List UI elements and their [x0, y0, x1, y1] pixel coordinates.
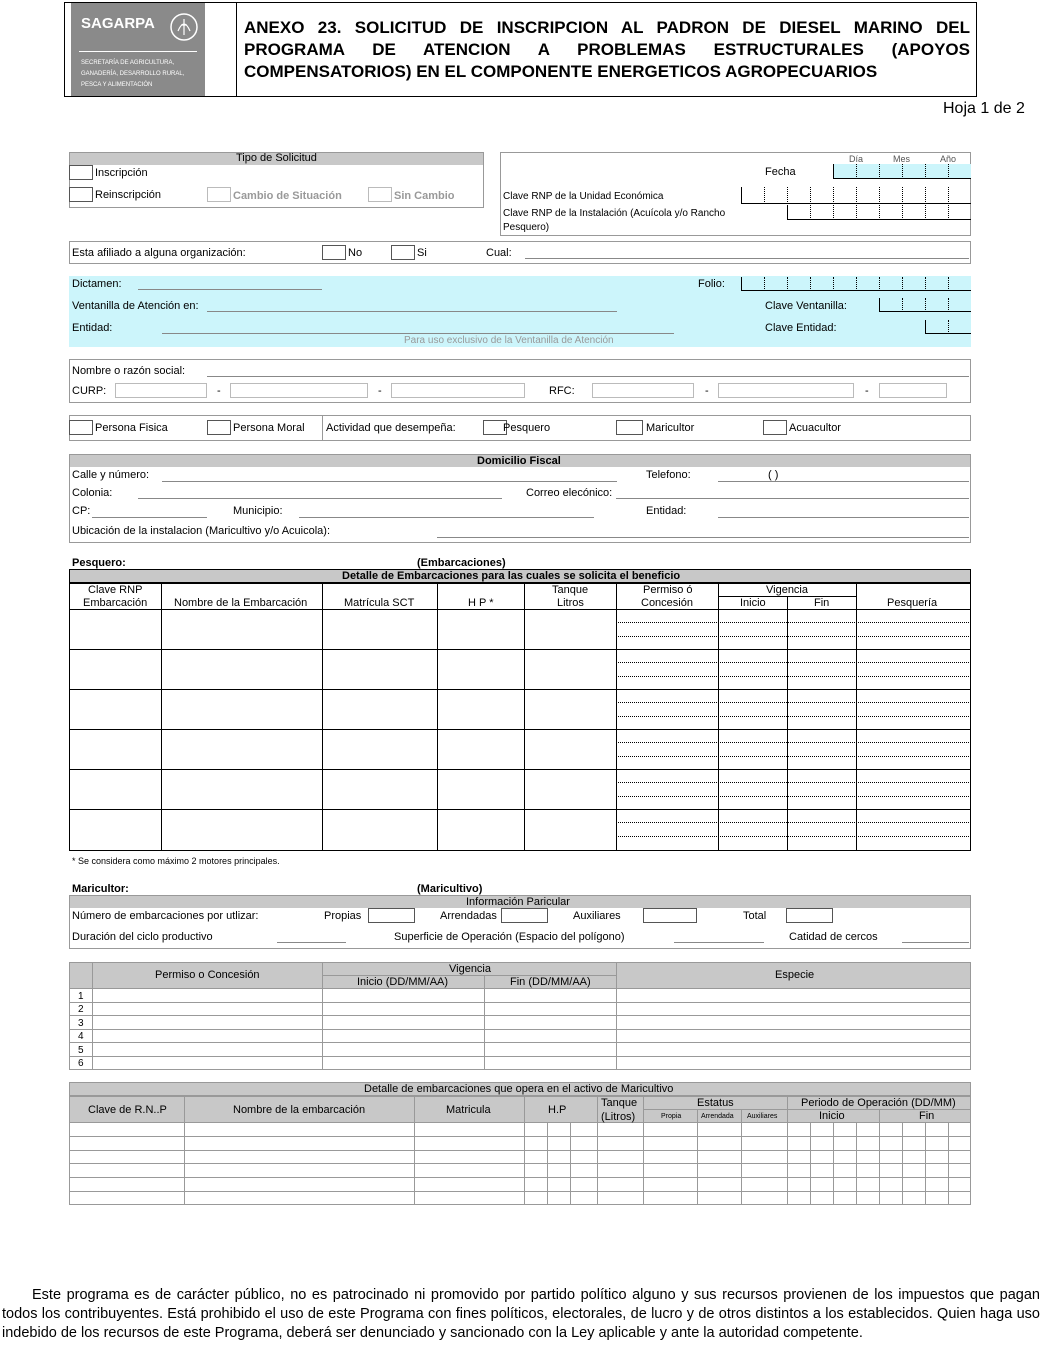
- afiliacion-no-checkbox[interactable]: [322, 245, 346, 260]
- rnp-tick: [948, 187, 949, 204]
- permisos-col-fin: Fin (DD/MM/AA): [510, 976, 591, 988]
- document-header: [64, 2, 977, 97]
- maricultivo-col-clave: Clave de R.N..P: [88, 1104, 167, 1116]
- col-rule: [787, 596, 788, 851]
- logo-divider: [79, 51, 197, 52]
- telefono-label: Telefono:: [646, 469, 691, 481]
- entidad-tick: [948, 320, 949, 334]
- afiliacion-question: Esta afiliado a alguna organización:: [72, 247, 246, 259]
- rnp-tick: [879, 187, 880, 204]
- ventanilla-atencion-input[interactable]: [207, 311, 617, 312]
- folio-tick: [856, 277, 857, 291]
- folio-tick: [833, 277, 834, 291]
- permisos-row-number: 6: [78, 1058, 84, 1069]
- permisos-row-rule: [69, 1015, 971, 1016]
- permisos-col-permiso: Permiso o Concesión: [155, 969, 260, 981]
- embarcaciones-title: Detalle de Embarcaciones para las cuales se solicita el beneficio: [342, 570, 681, 582]
- eagle-seal-icon: [169, 9, 199, 45]
- maricultivo-col-tanque-2: (Litros): [601, 1111, 636, 1123]
- col-fin: Fin: [814, 597, 830, 609]
- fecha-tick: [925, 164, 926, 179]
- col-pesqueria: Pesquería: [887, 597, 938, 609]
- rfc-input-3[interactable]: [879, 383, 947, 398]
- maricultivo-col-auxiliares: Auxiliares: [747, 1113, 778, 1120]
- cual-input[interactable]: [525, 258, 969, 259]
- maricultivo-row-rule: [69, 1177, 971, 1178]
- duracion-label: Duración del ciclo productivo: [72, 931, 213, 943]
- permisos-row-rule: [69, 1042, 971, 1043]
- auxiliares-label: Auxiliares: [573, 910, 621, 922]
- col-rule: [718, 583, 719, 851]
- col-nombre-embarcacion: Nombre de la Embarcación: [174, 597, 308, 609]
- col-rule: [161, 583, 162, 851]
- rnp-tick: [810, 187, 811, 204]
- fecha-tick: [879, 164, 880, 179]
- num-embarcaciones-label: Número de embarcaciones por utlizar:: [72, 910, 259, 922]
- sub-row-rule: [616, 796, 971, 797]
- correo-label: Correo elecónico:: [526, 487, 613, 499]
- total-input[interactable]: [786, 908, 833, 923]
- curp-input-1[interactable]: [115, 383, 207, 398]
- sin-cambio-label: Sin Cambio: [394, 190, 455, 202]
- clave-ventanilla-label: Clave Ventanilla:: [765, 300, 847, 312]
- page-indicator: Hoja 1 de 2: [943, 100, 1025, 117]
- ventanilla-tick: [948, 298, 949, 312]
- permisos-row-number: 5: [78, 1045, 84, 1056]
- col-permiso-2: Concesión: [641, 597, 693, 609]
- permisos-row-rule: [69, 1056, 971, 1057]
- hp-footnote: * Se considera como máximo 2 motores principales.: [72, 856, 280, 866]
- curp-dash-2: -: [378, 385, 382, 397]
- cual-label: Cual:: [486, 247, 512, 259]
- folio-tick: [925, 277, 926, 291]
- curp-dash-1: -: [217, 385, 221, 397]
- permisos-col-inicio: Inicio (DD/MM/AA): [357, 976, 449, 988]
- maricultivo-col-propia: Propia: [661, 1113, 682, 1120]
- acuacultor-label: Acuacultor: [789, 422, 841, 434]
- calle-label: Calle y número:: [72, 469, 150, 481]
- municipio-label: Municipio:: [233, 505, 283, 517]
- maricultivo-col-arrendada: Arrendada: [701, 1113, 734, 1120]
- instalacion-tick: [948, 205, 949, 220]
- ventanilla-tick: [925, 298, 926, 312]
- cambio-situacion-label: Cambio de Situación: [233, 190, 342, 202]
- acuacultor-checkbox[interactable]: [763, 420, 787, 435]
- rnp-tick: [833, 187, 834, 204]
- pesquero-label: Pesquero: [503, 422, 551, 434]
- ventanilla-tick: [902, 298, 903, 312]
- sub-row-rule: [616, 836, 971, 837]
- col-tanque-2: Litros: [557, 597, 584, 609]
- rnp-tick: [764, 187, 765, 204]
- maricultivo-col-matricula: Matricula: [446, 1104, 491, 1116]
- maricultivo-title: Detalle de embarcaciones que opera en el activo de Maricultivo: [364, 1083, 674, 1095]
- sub-row-rule: [616, 702, 971, 703]
- superficie-label: Superficie de Operación (Espacio del polígono): [394, 931, 625, 943]
- anio-label: Año: [940, 154, 957, 164]
- rfc-dash-2: -: [865, 385, 869, 397]
- nombre-label: Nombre o razón social:: [72, 365, 186, 377]
- entidad-input[interactable]: [718, 517, 969, 518]
- telefono-parens: ( ): [768, 469, 779, 481]
- persona-fisica-checkbox[interactable]: [69, 420, 93, 435]
- sub-row-rule: [616, 782, 971, 783]
- maricultivo-col-fin: Fin: [919, 1110, 935, 1122]
- dictamen-input[interactable]: [138, 289, 322, 290]
- tipo-solicitud-title: Tipo de Solicitud: [236, 152, 317, 164]
- clave-rnp-instalacion-label-2: Pesquero): [503, 222, 550, 233]
- permisos-col-especie: Especie: [775, 969, 815, 981]
- logo-line-1: SECRETARÍA DE AGRICULTURA,: [81, 60, 175, 66]
- afiliacion-no-label: No: [348, 247, 363, 259]
- curp-input-2[interactable]: [230, 383, 368, 398]
- telefono-input[interactable]: [718, 481, 969, 482]
- total-label: Total: [743, 910, 767, 922]
- rfc-input-1[interactable]: [592, 383, 694, 398]
- cambio-situacion-checkbox[interactable]: [207, 187, 231, 202]
- title-line-1: ANEXO 23. SOLICITUD DE INSCRIPCION AL PADRON DE DIESEL MARINO DEL: [244, 18, 970, 37]
- curp-label: CURP:: [72, 385, 107, 397]
- fecha-tick: [902, 164, 903, 179]
- logo-brand: SAGARPA: [81, 15, 155, 32]
- propias-input[interactable]: [368, 908, 415, 923]
- duracion-input[interactable]: [277, 942, 346, 943]
- embarcaciones-table: [69, 583, 971, 851]
- title-line-3: COMPENSATORIOS) EN EL COMPONENTE ENERGETICOS AGROPECUARIOS: [244, 62, 878, 81]
- permisos-row-number: 2: [78, 1004, 84, 1015]
- maricultor-checkbox[interactable]: [616, 420, 643, 435]
- instalacion-tick: [833, 205, 834, 220]
- arrendadas-label: Arrendadas: [440, 910, 497, 922]
- maricultivo-col-tanque-1: Tanque: [601, 1097, 638, 1109]
- maricultivo-col-nombre: Nombre de la embarcación: [233, 1104, 366, 1116]
- persona-moral-label: Persona Moral: [233, 422, 305, 434]
- dictamen-label: Dictamen:: [72, 278, 122, 290]
- rfc-input-2[interactable]: [718, 383, 854, 398]
- instalacion-tick: [902, 205, 903, 220]
- instalacion-tick: [879, 205, 880, 220]
- superficie-input[interactable]: [674, 942, 764, 943]
- fecha-tick: [948, 164, 949, 179]
- rnp-tick: [856, 187, 857, 204]
- cp-label: CP:: [72, 505, 91, 517]
- col-vigencia: Vigencia: [766, 584, 808, 596]
- maricultivo-col-inicio: Inicio: [819, 1110, 845, 1122]
- ubicacion-input[interactable]: [437, 537, 969, 538]
- row-rule: [69, 649, 971, 650]
- col-rule: [437, 583, 438, 851]
- uso-exclusivo-note: Para uso exclusivo de la Ventanilla de Atención: [404, 335, 614, 346]
- legal-disclaimer: Este programa es de carácter público, no es patrocinado ni promovido por partido político alguno y sus recursos provienen de los impuestos que pagan todos los contribuyentes. Está prohibido el uso de este Programa con fines políticos, electorales, de lucro y de otros distintos a los establecidos. Quien haga uso indebido de los recursos de este Programa, deberá ser denunciado y sancionado con la Ley aplicable y ante la autoridad competente.: [2, 1287, 1040, 1341]
- permisos-col-rule: [322, 962, 323, 1070]
- maricultivo-row-rule: [69, 1136, 971, 1137]
- clave-rnp-instalacion-label-1: Clave RNP de la Instalación (Acuícola y/o Rancho: [503, 208, 726, 219]
- pesquero-section-label: Pesquero:: [72, 557, 126, 569]
- folio-tick: [879, 277, 880, 291]
- rnp-tick: [902, 187, 903, 204]
- auxiliares-input[interactable]: [643, 908, 697, 923]
- row-rule: [69, 769, 971, 770]
- sub-row-rule: [616, 742, 971, 743]
- cercos-label: Catidad de cercos: [789, 931, 878, 943]
- reinscripcion-checkbox[interactable]: [69, 187, 93, 202]
- row-rule: [69, 809, 971, 810]
- instalacion-tick: [925, 205, 926, 220]
- permisos-row-number: 1: [78, 991, 84, 1002]
- folio-label: Folio:: [698, 278, 725, 290]
- ventanilla-atencion-label: Ventanilla de Atención en:: [72, 300, 199, 312]
- afiliacion-si-label: Si: [417, 247, 427, 259]
- sin-cambio-checkbox[interactable]: [368, 187, 392, 202]
- col-hp: H P *: [468, 597, 494, 609]
- pesquero-section-sub: (Embarcaciones): [417, 557, 506, 569]
- informacion-title: Información Paricular: [466, 896, 570, 908]
- entidad-ventanilla-label: Entidad:: [72, 322, 113, 334]
- mes-label: Mes: [893, 154, 911, 164]
- col-rule: [524, 583, 525, 851]
- col-clave-rnp-1: Clave RNP: [88, 584, 143, 596]
- folio-tick: [787, 277, 788, 291]
- maricultivo-col-hp: H.P: [548, 1104, 567, 1116]
- row-rule: [69, 689, 971, 690]
- title-line-2: PROGRAMA DE ATENCION A PROBLEMAS ESTRUCTURALES (APOYOS: [244, 40, 970, 59]
- logo-line-3: PESCA Y ALIMENTACIÓN: [81, 82, 153, 88]
- col-rule: [616, 583, 617, 851]
- sagarpa-logo: [71, 3, 205, 96]
- permisos-row-number: 3: [78, 1018, 84, 1029]
- header-rule: [69, 609, 971, 610]
- folio-tick: [902, 277, 903, 291]
- curp-input-3[interactable]: [391, 383, 525, 398]
- correo-input[interactable]: [616, 498, 969, 499]
- col-rule: [322, 583, 323, 851]
- rfc-label: RFC:: [549, 385, 575, 397]
- col-tanque-1: Tanque: [552, 584, 589, 596]
- rfc-dash-1: -: [705, 385, 709, 397]
- instalacion-tick: [856, 205, 857, 220]
- folio-tick: [948, 277, 949, 291]
- maricultor-label: Maricultor: [646, 422, 695, 434]
- folio-tick: [764, 277, 765, 291]
- logo-line-2: GANADERÍA, DESARROLLO RURAL,: [81, 71, 185, 77]
- persona-fisica-label: Persona Fisica: [95, 422, 168, 434]
- clave-entidad-label: Clave Entidad:: [765, 322, 837, 334]
- afiliacion-si-checkbox[interactable]: [391, 245, 415, 260]
- sub-row-rule: [616, 716, 971, 717]
- permisos-row-number: 4: [78, 1031, 84, 1042]
- col-rule: [856, 583, 857, 851]
- instalacion-tick: [810, 205, 811, 220]
- maricultivo-col-periodo: Periodo de Operación (DD/MM): [801, 1097, 956, 1109]
- inscripcion-checkbox[interactable]: [69, 165, 93, 180]
- municipio-input[interactable]: [299, 517, 594, 518]
- folio-tick: [810, 277, 811, 291]
- dia-label: Día: [849, 154, 864, 164]
- maricultivo-row-rule: [69, 1163, 971, 1164]
- permisos-col-vigencia: Vigencia: [449, 963, 491, 975]
- maricultivo-row-rule: [69, 1191, 971, 1192]
- nombre-input[interactable]: [207, 376, 969, 377]
- calle-input[interactable]: [162, 481, 617, 482]
- fecha-label: Fecha: [765, 166, 796, 178]
- permisos-row-rule: [69, 1029, 971, 1030]
- permisos-row-rule: [69, 1002, 971, 1003]
- inscripcion-label: Inscripción: [95, 167, 148, 179]
- fecha-tick: [856, 164, 857, 179]
- propias-label: Propias: [324, 910, 362, 922]
- arrendadas-input[interactable]: [501, 908, 548, 923]
- col-matricula-sct: Matrícula SCT: [344, 597, 415, 609]
- permisos-col-rule: [92, 962, 93, 1070]
- cercos-input[interactable]: [902, 942, 969, 943]
- maricultivo-col-estatus: Estatus: [697, 1097, 734, 1109]
- persona-moral-checkbox[interactable]: [207, 420, 231, 435]
- col-inicio: Inicio: [740, 597, 766, 609]
- header-divider: [236, 3, 237, 96]
- document-title: [244, 17, 970, 83]
- colonia-input[interactable]: [138, 498, 502, 499]
- sub-row-rule: [616, 622, 971, 623]
- rnp-tick: [787, 187, 788, 204]
- col-permiso-1: Permiso ó: [643, 584, 693, 596]
- sub-row-rule: [616, 756, 971, 757]
- colonia-label: Colonia:: [72, 487, 113, 499]
- persona-divider: [322, 415, 323, 441]
- actividad-label: Actividad que desempeña:: [326, 422, 456, 434]
- entidad-label: Entidad:: [646, 505, 687, 517]
- sub-row-rule: [616, 662, 971, 663]
- sub-row-rule: [616, 676, 971, 677]
- sub-row-rule: [616, 822, 971, 823]
- reinscripcion-label: Reinscripción: [95, 189, 162, 201]
- clave-rnp-unidad-label: Clave RNP de la Unidad Económica: [503, 191, 664, 202]
- maricultivo-row-rule: [69, 1150, 971, 1151]
- ubicacion-label: Ubicación de la instalacion (Maricultivo y/o Acuicola):: [72, 525, 331, 537]
- col-clave-rnp-2: Embarcación: [83, 597, 148, 609]
- row-rule: [69, 729, 971, 730]
- sub-row-rule: [616, 636, 971, 637]
- permisos-col-rule: [616, 962, 617, 1070]
- rnp-tick: [925, 187, 926, 204]
- domicilio-title: Domicilio Fiscal: [477, 455, 561, 467]
- maricultor-section-sub: (Maricultivo): [417, 883, 483, 895]
- cp-input[interactable]: [92, 517, 207, 518]
- maricultor-section-label: Maricultor:: [72, 883, 129, 895]
